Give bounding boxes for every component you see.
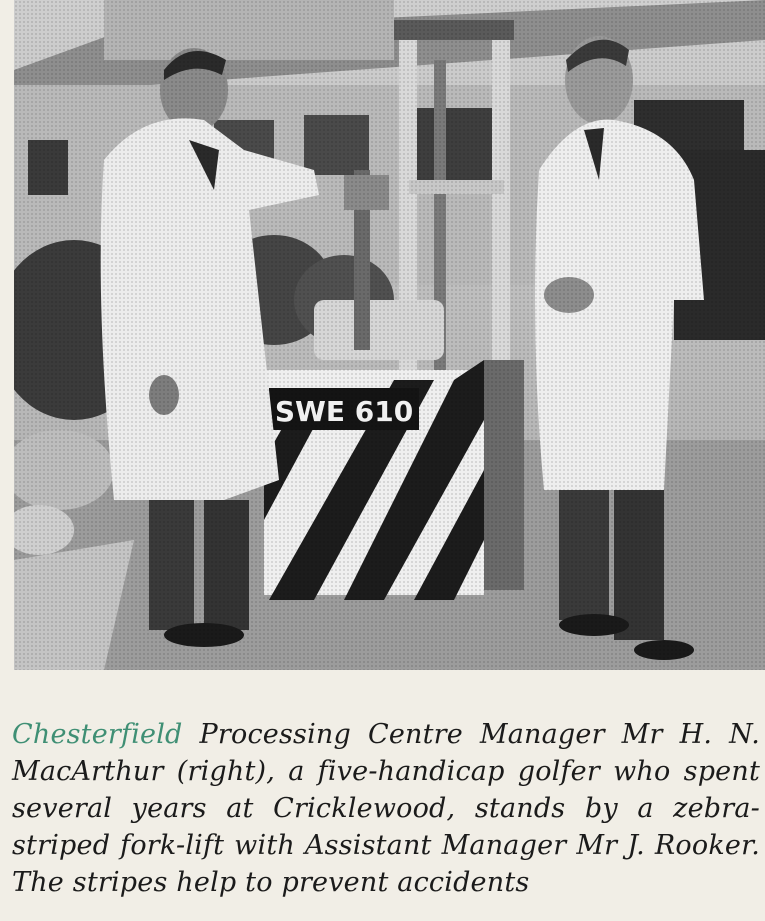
photo-caption bbox=[12, 716, 760, 901]
number-plate-text: SWE 610 bbox=[274, 395, 414, 428]
caption-place-name: Chesterfield bbox=[12, 719, 183, 750]
halftone-photograph bbox=[14, 0, 765, 670]
photograph-image bbox=[14, 0, 765, 670]
caption-body-text: Processing Centre Manager Mr H. N. MacArthur (right), a five-handicap golfer who spent several years at Cricklewood, stands by a zebra-striped fork-lift with Assistant Manager Mr J. Rooker. The stripes help to prevent accidents bbox=[12, 719, 760, 898]
